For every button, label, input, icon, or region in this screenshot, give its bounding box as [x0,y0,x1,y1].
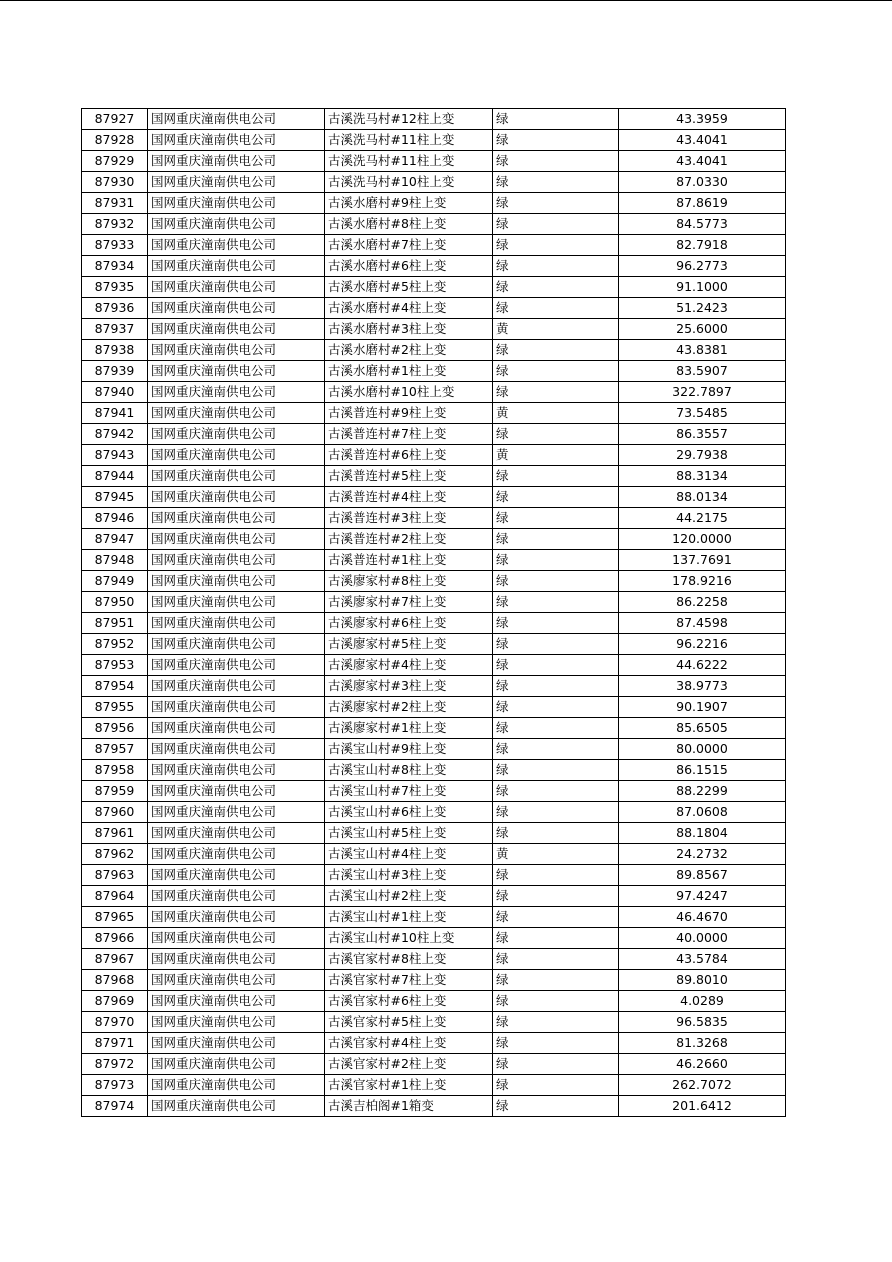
company-cell: 国网重庆潼南供电公司 [148,214,325,235]
status-cell: 绿 [493,697,619,718]
value-cell: 86.1515 [619,760,786,781]
status-cell: 绿 [493,340,619,361]
value-cell: 43.4041 [619,151,786,172]
table-row [82,1033,786,1054]
row-id-cell: 87943 [82,445,148,466]
value-cell: 4.0289 [619,991,786,1012]
company-cell: 国网重庆潼南供电公司 [148,466,325,487]
row-id-cell: 87973 [82,1075,148,1096]
table-row [82,109,786,130]
company-cell: 国网重庆潼南供电公司 [148,361,325,382]
row-id-cell: 87947 [82,529,148,550]
company-cell: 国网重庆潼南供电公司 [148,529,325,550]
row-id-cell: 87966 [82,928,148,949]
value-cell: 73.5485 [619,403,786,424]
status-cell: 绿 [493,634,619,655]
transformer-name-cell: 古溪水磨村#5柱上变 [325,277,493,298]
status-cell: 绿 [493,382,619,403]
table-row [82,697,786,718]
status-cell: 绿 [493,676,619,697]
company-cell: 国网重庆潼南供电公司 [148,403,325,424]
row-id-cell: 87965 [82,907,148,928]
company-cell: 国网重庆潼南供电公司 [148,1096,325,1117]
status-cell: 绿 [493,466,619,487]
status-cell: 绿 [493,760,619,781]
table-row [82,130,786,151]
value-cell: 44.6222 [619,655,786,676]
status-cell: 绿 [493,991,619,1012]
company-cell: 国网重庆潼南供电公司 [148,844,325,865]
company-cell: 国网重庆潼南供电公司 [148,970,325,991]
table-row [82,277,786,298]
status-cell: 绿 [493,802,619,823]
status-cell: 绿 [493,361,619,382]
transformer-name-cell: 古溪官家村#5柱上变 [325,1012,493,1033]
company-cell: 国网重庆潼南供电公司 [148,634,325,655]
row-id-cell: 87970 [82,1012,148,1033]
row-id-cell: 87971 [82,1033,148,1054]
row-id-cell: 87944 [82,466,148,487]
value-cell: 91.1000 [619,277,786,298]
company-cell: 国网重庆潼南供电公司 [148,109,325,130]
table-row [82,676,786,697]
status-cell: 绿 [493,739,619,760]
transformer-name-cell: 古溪水磨村#6柱上变 [325,256,493,277]
table-row [82,865,786,886]
company-cell: 国网重庆潼南供电公司 [148,256,325,277]
transformer-name-cell: 古溪普连村#5柱上变 [325,466,493,487]
transformer-name-cell: 古溪水磨村#9柱上变 [325,193,493,214]
page-top-border [0,0,892,1]
row-id-cell: 87960 [82,802,148,823]
status-cell: 绿 [493,130,619,151]
status-cell: 黄 [493,403,619,424]
value-cell: 87.8619 [619,193,786,214]
value-cell: 46.2660 [619,1054,786,1075]
value-cell: 86.3557 [619,424,786,445]
table-row [82,823,786,844]
company-cell: 国网重庆潼南供电公司 [148,739,325,760]
value-cell: 201.6412 [619,1096,786,1117]
company-cell: 国网重庆潼南供电公司 [148,382,325,403]
transformer-name-cell: 古溪宝山村#5柱上变 [325,823,493,844]
row-id-cell: 87968 [82,970,148,991]
status-cell: 绿 [493,235,619,256]
transformer-name-cell: 古溪宝山村#6柱上变 [325,802,493,823]
transformer-name-cell: 古溪洗马村#11柱上变 [325,151,493,172]
value-cell: 88.2299 [619,781,786,802]
table-row [82,193,786,214]
table-body [82,109,786,1117]
value-cell: 43.3959 [619,109,786,130]
table-row [82,151,786,172]
value-cell: 43.5784 [619,949,786,970]
row-id-cell: 87942 [82,424,148,445]
row-id-cell: 87941 [82,403,148,424]
company-cell: 国网重庆潼南供电公司 [148,508,325,529]
transformer-name-cell: 古溪宝山村#9柱上变 [325,739,493,760]
value-cell: 97.4247 [619,886,786,907]
table-row [82,760,786,781]
transformer-name-cell: 古溪官家村#8柱上变 [325,949,493,970]
company-cell: 国网重庆潼南供电公司 [148,991,325,1012]
company-cell: 国网重庆潼南供电公司 [148,319,325,340]
value-cell: 120.0000 [619,529,786,550]
table-row [82,634,786,655]
transformer-name-cell: 古溪官家村#2柱上变 [325,1054,493,1075]
status-cell: 绿 [493,508,619,529]
table-row [82,424,786,445]
transformer-name-cell: 古溪水磨村#8柱上变 [325,214,493,235]
value-cell: 24.2732 [619,844,786,865]
row-id-cell: 87963 [82,865,148,886]
value-cell: 46.4670 [619,907,786,928]
value-cell: 89.8567 [619,865,786,886]
value-cell: 81.3268 [619,1033,786,1054]
value-cell: 82.7918 [619,235,786,256]
row-id-cell: 87967 [82,949,148,970]
value-cell: 86.2258 [619,592,786,613]
transformer-name-cell: 古溪廖家村#1柱上变 [325,718,493,739]
company-cell: 国网重庆潼南供电公司 [148,298,325,319]
transformer-name-cell: 古溪廖家村#6柱上变 [325,613,493,634]
company-cell: 国网重庆潼南供电公司 [148,823,325,844]
row-id-cell: 87961 [82,823,148,844]
company-cell: 国网重庆潼南供电公司 [148,487,325,508]
company-cell: 国网重庆潼南供电公司 [148,886,325,907]
table-row [82,1075,786,1096]
transformer-name-cell: 古溪宝山村#2柱上变 [325,886,493,907]
table-row [82,508,786,529]
transformer-name-cell: 古溪水磨村#1柱上变 [325,361,493,382]
value-cell: 43.8381 [619,340,786,361]
status-cell: 黄 [493,445,619,466]
company-cell: 国网重庆潼南供电公司 [148,550,325,571]
row-id-cell: 87935 [82,277,148,298]
row-id-cell: 87962 [82,844,148,865]
company-cell: 国网重庆潼南供电公司 [148,592,325,613]
transformer-name-cell: 古溪廖家村#2柱上变 [325,697,493,718]
row-id-cell: 87956 [82,718,148,739]
transformer-name-cell: 古溪宝山村#4柱上变 [325,844,493,865]
company-cell: 国网重庆潼南供电公司 [148,130,325,151]
status-cell: 绿 [493,592,619,613]
company-cell: 国网重庆潼南供电公司 [148,571,325,592]
row-id-cell: 87934 [82,256,148,277]
row-id-cell: 87928 [82,130,148,151]
value-cell: 88.3134 [619,466,786,487]
value-cell: 89.8010 [619,970,786,991]
row-id-cell: 87958 [82,760,148,781]
status-cell: 绿 [493,151,619,172]
company-cell: 国网重庆潼南供电公司 [148,151,325,172]
table-row [82,571,786,592]
value-cell: 88.1804 [619,823,786,844]
table-row [82,886,786,907]
status-cell: 绿 [493,781,619,802]
table-row [82,487,786,508]
transformer-name-cell: 古溪官家村#6柱上变 [325,991,493,1012]
table-row [82,991,786,1012]
status-cell: 绿 [493,865,619,886]
table-row [82,298,786,319]
value-cell: 38.9773 [619,676,786,697]
company-cell: 国网重庆潼南供电公司 [148,340,325,361]
transformer-name-cell: 古溪吉柏阁#1箱变 [325,1096,493,1117]
table-row [82,781,786,802]
table-row [82,319,786,340]
table-row [82,613,786,634]
row-id-cell: 87933 [82,235,148,256]
transformer-name-cell: 古溪宝山村#3柱上变 [325,865,493,886]
transformer-name-cell: 古溪廖家村#4柱上变 [325,655,493,676]
table-row [82,739,786,760]
company-cell: 国网重庆潼南供电公司 [148,445,325,466]
table-row [82,928,786,949]
row-id-cell: 87955 [82,697,148,718]
company-cell: 国网重庆潼南供电公司 [148,781,325,802]
transformer-name-cell: 古溪普连村#9柱上变 [325,403,493,424]
company-cell: 国网重庆潼南供电公司 [148,865,325,886]
value-cell: 80.0000 [619,739,786,760]
company-cell: 国网重庆潼南供电公司 [148,949,325,970]
status-cell: 绿 [493,1096,619,1117]
row-id-cell: 87937 [82,319,148,340]
row-id-cell: 87974 [82,1096,148,1117]
table-row [82,802,786,823]
status-cell: 绿 [493,529,619,550]
table-row [82,592,786,613]
table-row [82,403,786,424]
status-cell: 黄 [493,319,619,340]
transformer-name-cell: 古溪廖家村#8柱上变 [325,571,493,592]
status-cell: 绿 [493,571,619,592]
row-id-cell: 87927 [82,109,148,130]
row-id-cell: 87951 [82,613,148,634]
value-cell: 40.0000 [619,928,786,949]
status-cell: 绿 [493,928,619,949]
transformer-name-cell: 古溪官家村#4柱上变 [325,1033,493,1054]
transformer-name-cell: 古溪洗马村#11柱上变 [325,130,493,151]
value-cell: 25.6000 [619,319,786,340]
table-row [82,907,786,928]
value-cell: 178.9216 [619,571,786,592]
transformer-name-cell: 古溪普连村#7柱上变 [325,424,493,445]
transformer-name-cell: 古溪普连村#3柱上变 [325,508,493,529]
company-cell: 国网重庆潼南供电公司 [148,760,325,781]
status-cell: 绿 [493,886,619,907]
row-id-cell: 87931 [82,193,148,214]
row-id-cell: 87946 [82,508,148,529]
row-id-cell: 87953 [82,655,148,676]
transformer-name-cell: 古溪水磨村#10柱上变 [325,382,493,403]
value-cell: 87.0330 [619,172,786,193]
company-cell: 国网重庆潼南供电公司 [148,193,325,214]
table-row [82,214,786,235]
company-cell: 国网重庆潼南供电公司 [148,172,325,193]
status-cell: 绿 [493,613,619,634]
transformer-name-cell: 古溪水磨村#7柱上变 [325,235,493,256]
transformer-name-cell: 古溪洗马村#10柱上变 [325,172,493,193]
company-cell: 国网重庆潼南供电公司 [148,1075,325,1096]
table-row [82,361,786,382]
table-row [82,256,786,277]
table-row [82,340,786,361]
status-cell: 绿 [493,193,619,214]
value-cell: 83.5907 [619,361,786,382]
transformer-name-cell: 古溪宝山村#10柱上变 [325,928,493,949]
status-cell: 绿 [493,1054,619,1075]
company-cell: 国网重庆潼南供电公司 [148,277,325,298]
status-cell: 绿 [493,949,619,970]
status-cell: 绿 [493,718,619,739]
value-cell: 262.7072 [619,1075,786,1096]
transformer-name-cell: 古溪普连村#6柱上变 [325,445,493,466]
value-cell: 51.2423 [619,298,786,319]
row-id-cell: 87939 [82,361,148,382]
row-id-cell: 87936 [82,298,148,319]
transformer-name-cell: 古溪水磨村#2柱上变 [325,340,493,361]
row-id-cell: 87948 [82,550,148,571]
value-cell: 96.2773 [619,256,786,277]
status-cell: 绿 [493,1075,619,1096]
company-cell: 国网重庆潼南供电公司 [148,235,325,256]
transformer-name-cell: 古溪宝山村#8柱上变 [325,760,493,781]
status-cell: 绿 [493,298,619,319]
status-cell: 绿 [493,424,619,445]
transformer-name-cell: 古溪普连村#1柱上变 [325,550,493,571]
transformer-name-cell: 古溪官家村#7柱上变 [325,970,493,991]
row-id-cell: 87945 [82,487,148,508]
transformer-name-cell: 古溪宝山村#1柱上变 [325,907,493,928]
transformer-name-cell: 古溪宝山村#7柱上变 [325,781,493,802]
table-row [82,529,786,550]
value-cell: 87.0608 [619,802,786,823]
row-id-cell: 87957 [82,739,148,760]
company-cell: 国网重庆潼南供电公司 [148,1033,325,1054]
value-cell: 87.4598 [619,613,786,634]
value-cell: 43.4041 [619,130,786,151]
company-cell: 国网重庆潼南供电公司 [148,718,325,739]
row-id-cell: 87952 [82,634,148,655]
value-cell: 322.7897 [619,382,786,403]
company-cell: 国网重庆潼南供电公司 [148,802,325,823]
status-cell: 绿 [493,970,619,991]
company-cell: 国网重庆潼南供电公司 [148,424,325,445]
status-cell: 黄 [493,844,619,865]
status-cell: 绿 [493,1012,619,1033]
row-id-cell: 87940 [82,382,148,403]
value-cell: 44.2175 [619,508,786,529]
transformer-name-cell: 古溪普连村#4柱上变 [325,487,493,508]
company-cell: 国网重庆潼南供电公司 [148,907,325,928]
value-cell: 137.7691 [619,550,786,571]
row-id-cell: 87930 [82,172,148,193]
company-cell: 国网重庆潼南供电公司 [148,1054,325,1075]
status-cell: 绿 [493,256,619,277]
status-cell: 绿 [493,655,619,676]
status-cell: 绿 [493,1033,619,1054]
table-row [82,970,786,991]
table-row [82,844,786,865]
data-table [81,108,786,1117]
status-cell: 绿 [493,214,619,235]
row-id-cell: 87972 [82,1054,148,1075]
status-cell: 绿 [493,109,619,130]
transformer-name-cell: 古溪水磨村#3柱上变 [325,319,493,340]
transformer-name-cell: 古溪水磨村#4柱上变 [325,298,493,319]
row-id-cell: 87932 [82,214,148,235]
value-cell: 29.7938 [619,445,786,466]
table-row [82,1096,786,1117]
status-cell: 绿 [493,550,619,571]
row-id-cell: 87938 [82,340,148,361]
status-cell: 绿 [493,172,619,193]
table-row [82,466,786,487]
company-cell: 国网重庆潼南供电公司 [148,928,325,949]
transformer-name-cell: 古溪官家村#1柱上变 [325,1075,493,1096]
status-cell: 绿 [493,277,619,298]
status-cell: 绿 [493,823,619,844]
table-row [82,550,786,571]
value-cell: 90.1907 [619,697,786,718]
row-id-cell: 87954 [82,676,148,697]
value-cell: 85.6505 [619,718,786,739]
table-row [82,1012,786,1033]
row-id-cell: 87964 [82,886,148,907]
transformer-name-cell: 古溪普连村#2柱上变 [325,529,493,550]
status-cell: 绿 [493,907,619,928]
row-id-cell: 87949 [82,571,148,592]
row-id-cell: 87950 [82,592,148,613]
row-id-cell: 87929 [82,151,148,172]
value-cell: 84.5773 [619,214,786,235]
table-row [82,655,786,676]
table-row [82,235,786,256]
company-cell: 国网重庆潼南供电公司 [148,1012,325,1033]
company-cell: 国网重庆潼南供电公司 [148,613,325,634]
row-id-cell: 87969 [82,991,148,1012]
table-row [82,445,786,466]
company-cell: 国网重庆潼南供电公司 [148,655,325,676]
company-cell: 国网重庆潼南供电公司 [148,676,325,697]
row-id-cell: 87959 [82,781,148,802]
table-row [82,1054,786,1075]
status-cell: 绿 [493,487,619,508]
value-cell: 96.2216 [619,634,786,655]
table-row [82,718,786,739]
value-cell: 96.5835 [619,1012,786,1033]
value-cell: 88.0134 [619,487,786,508]
transformer-name-cell: 古溪廖家村#5柱上变 [325,634,493,655]
company-cell: 国网重庆潼南供电公司 [148,697,325,718]
table-row [82,949,786,970]
table-row [82,172,786,193]
transformer-name-cell: 古溪廖家村#7柱上变 [325,592,493,613]
table-row [82,382,786,403]
transformer-name-cell: 古溪洗马村#12柱上变 [325,109,493,130]
transformer-name-cell: 古溪廖家村#3柱上变 [325,676,493,697]
